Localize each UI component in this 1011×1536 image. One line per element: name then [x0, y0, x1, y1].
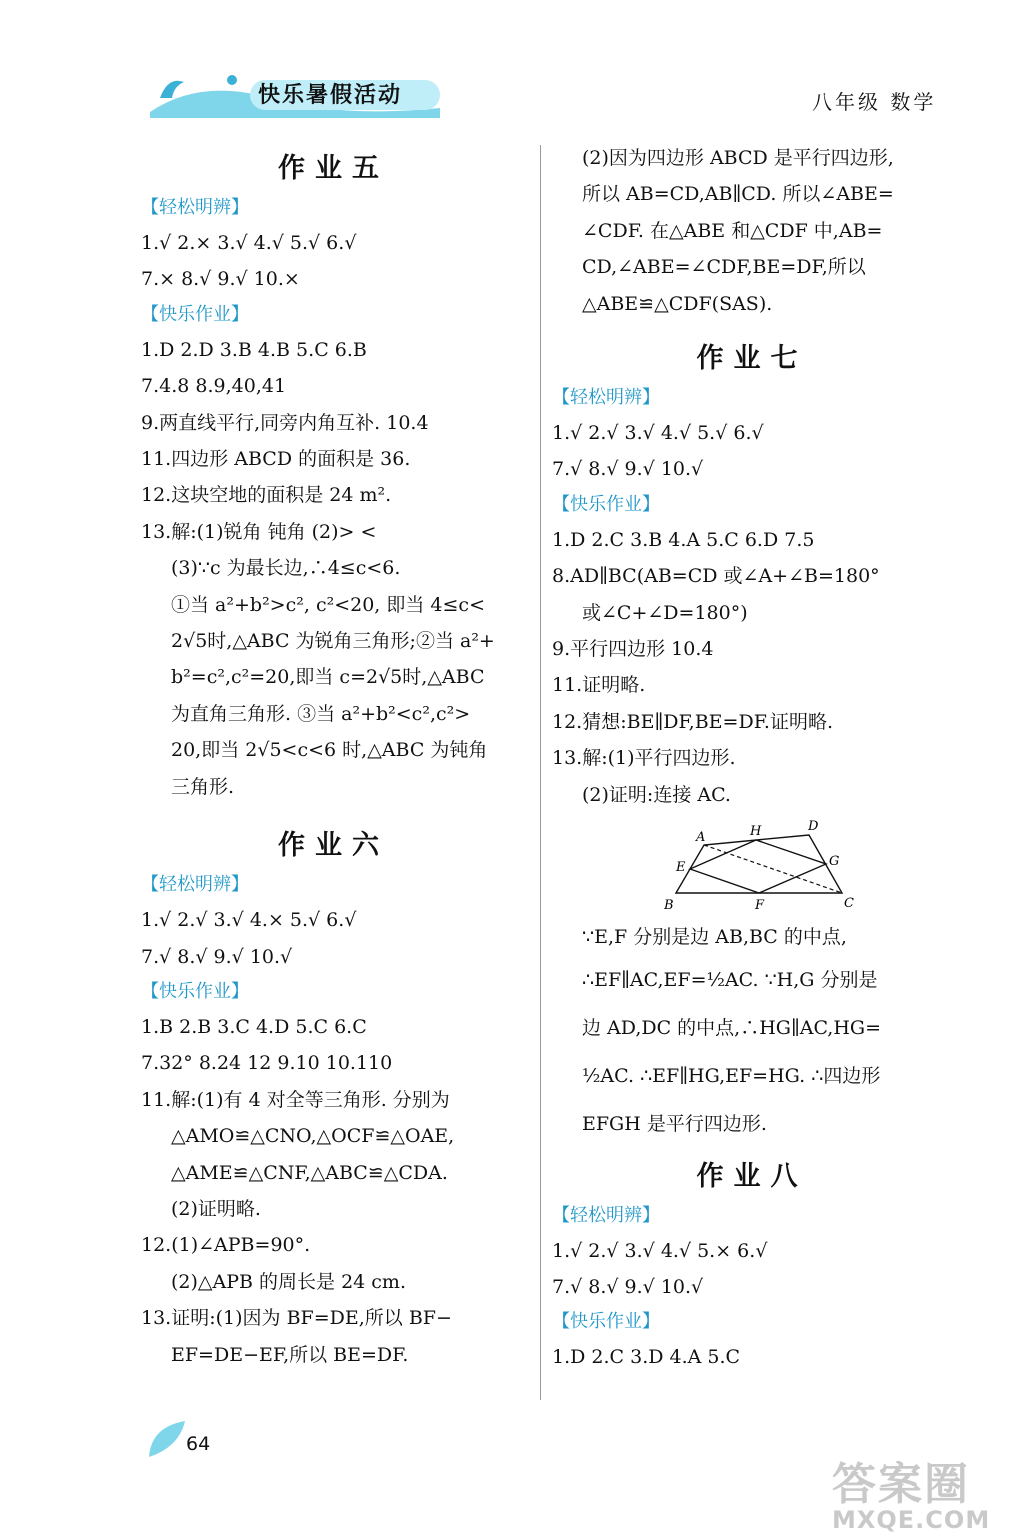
quad-efgh: [690, 840, 826, 893]
answer-line: 7.√ 8.√ 9.√ 10.√: [552, 458, 704, 481]
section-title-5: 作业五: [278, 153, 389, 184]
answer-line: △AME≌△CNF,△ABC≌△CDA.: [171, 1161, 448, 1184]
answer-line: 7.4.8 8.9,40,41: [141, 375, 287, 398]
answer-line: 1.D 2.C 3.B 4.A 5.C 6.D 7.5: [552, 528, 815, 551]
answer-line: ∴EF∥AC,EF=½AC. ∵H,G 分别是: [582, 968, 878, 991]
answer-line: 12.这块空地的面积是 24 m².: [141, 484, 392, 507]
answer-line: 8.AD∥BC(AB=CD 或∠A+∠B=180°: [552, 565, 880, 588]
answer-line: △ABE≌△CDF(SAS).: [582, 292, 773, 315]
answer-line: 为直角三角形. ③当 a²+b²<c²,c²>: [171, 702, 471, 725]
answer-line: 1.D 2.C 3.D 4.A 5.C: [552, 1346, 741, 1369]
label-A: A: [696, 830, 706, 846]
answer-line: 1.B 2.B 3.C 4.D 5.C 6.C: [141, 1015, 367, 1038]
answer-line: 11.解:(1)有 4 对全等三角形. 分别为: [141, 1088, 450, 1111]
label-F: F: [755, 898, 765, 912]
tag-homework-6: 【快乐作业】: [141, 980, 249, 1002]
parallelogram-figure: [664, 819, 952, 915]
label-H: H: [750, 824, 762, 840]
answer-line: EF=DE−EF,所以 BE=DF.: [171, 1343, 409, 1366]
answer-line: ①当 a²+b²>c², c²<20, 即当 4≤c<: [171, 593, 485, 616]
answer-line: CD,∠ABE=∠CDF,BE=DF,所以: [582, 256, 866, 279]
answer-line: 1.√ 2.√ 3.√ 4.× 5.√ 6.√: [141, 909, 357, 932]
answer-line: 11.证明略.: [552, 674, 646, 697]
section-title-8: 作业八: [696, 1160, 808, 1192]
left-column: [141, 140, 526, 1373]
answer-line: 三角形.: [171, 775, 235, 798]
tag-easy-8: 【轻松明辨】: [552, 1204, 660, 1226]
tag-easy-7: 【轻松明辨】: [552, 387, 660, 409]
answer-line: 1.√ 2.× 3.√ 4.√ 5.√ 6.√: [141, 232, 357, 254]
answer-line: 13.证明:(1)因为 BF=DE,所以 BF−: [141, 1307, 452, 1330]
answer-line: (2)△APB 的周长是 24 cm.: [171, 1270, 406, 1293]
answer-line: 12.(1)∠APB=90°.: [141, 1234, 311, 1257]
answer-line: EFGH 是平行四边形.: [582, 1112, 767, 1135]
answer-line: 边 AD,DC 的中点,∴HG∥AC,HG=: [582, 1016, 882, 1039]
answer-line: b²=c²,c²=20,即当 c=2√5时,△ABC: [171, 666, 485, 689]
answer-line: 13.解:(1)锐角 钝角 (2)> <: [141, 520, 377, 543]
answer-line: (2)证明略.: [171, 1197, 261, 1220]
answer-line: ∠CDF. 在△ABE 和△CDF 中,AB=: [582, 219, 883, 242]
answer-line: 7.32° 8.24 12 9.10 10.110: [141, 1052, 393, 1075]
answer-line: 所以 AB=CD,AB∥CD. 所以∠ABE=: [582, 183, 894, 206]
answer-line: ∵E,F 分别是边 AB,BC 的中点,: [582, 926, 847, 949]
label-D: D: [808, 819, 819, 835]
label-G: G: [829, 854, 840, 870]
answer-line: (2)因为四边形 ABCD 是平行四边形,: [582, 147, 894, 169]
answer-line: 7.√ 8.√ 9.√ 10.√: [141, 945, 293, 968]
answer-line: 1.D 2.D 3.B 4.B 5.C 6.B: [141, 338, 367, 361]
answer-line: 1.√ 2.√ 3.√ 4.√ 5.× 6.√: [552, 1239, 768, 1262]
answer-line: 11.四边形 ABCD 的面积是 36.: [141, 448, 411, 471]
tag-homework-8: 【快乐作业】: [552, 1311, 660, 1333]
answer-line: ½AC. ∴EF∥HG,EF=HG. ∴四边形: [582, 1064, 881, 1087]
answer-line: 2√5时,△ABC 为锐角三角形;②当 a²+: [171, 630, 495, 653]
tag-homework-7: 【快乐作业】: [552, 493, 660, 515]
answer-line: 1.√ 2.√ 3.√ 4.√ 5.√ 6.√: [552, 422, 764, 445]
answer-line: 9.两直线平行,同旁内角互补. 10.4: [141, 411, 429, 434]
answer-line: 7.× 8.√ 9.√ 10.×: [141, 268, 300, 291]
label-E: E: [676, 860, 686, 876]
answer-line: (3)∵c 为最长边,∴4≤c<6.: [171, 557, 401, 580]
tag-easy-6: 【轻松明辨】: [141, 874, 249, 896]
right-column: [552, 140, 952, 1376]
label-B: B: [664, 898, 674, 912]
header-banner: [140, 68, 450, 120]
section-title-7: 作业七: [696, 343, 808, 375]
section-title-6: 作业六: [278, 830, 389, 862]
tag-homework-5: 【快乐作业】: [141, 303, 249, 325]
watermark-text: 答案圈: [832, 1459, 970, 1510]
answer-line: (2)证明:连接 AC.: [582, 783, 731, 806]
watermark: [832, 1448, 990, 1534]
page-number: 64: [186, 1433, 211, 1455]
label-C: C: [844, 896, 854, 912]
grade-subject: 八年级 数学: [812, 90, 937, 114]
watermark-url: MXQE.COM: [832, 1506, 991, 1534]
answer-line: 7.√ 8.√ 9.√ 10.√: [552, 1275, 704, 1298]
answer-line: 20,即当 2√5<c<6 时,△ABC 为钝角: [171, 739, 488, 762]
answer-line: 9.平行四边形 10.4: [552, 638, 714, 661]
leaf-icon: [145, 1417, 191, 1467]
answer-line: 13.解:(1)平行四边形.: [552, 747, 736, 770]
answer-line: △AMO≌△CNO,△OCF≌△OAE,: [171, 1125, 455, 1148]
diagonal-ac: [704, 845, 842, 893]
banner-title: 快乐暑假活动: [258, 83, 403, 108]
answer-line: 12.猜想:BE∥DF,BE=DF.证明略.: [552, 710, 834, 733]
tag-easy-5: 【轻松明辨】: [141, 197, 249, 218]
column-divider: [540, 145, 541, 1400]
answer-line: 或∠C+∠D=180°): [582, 601, 748, 624]
